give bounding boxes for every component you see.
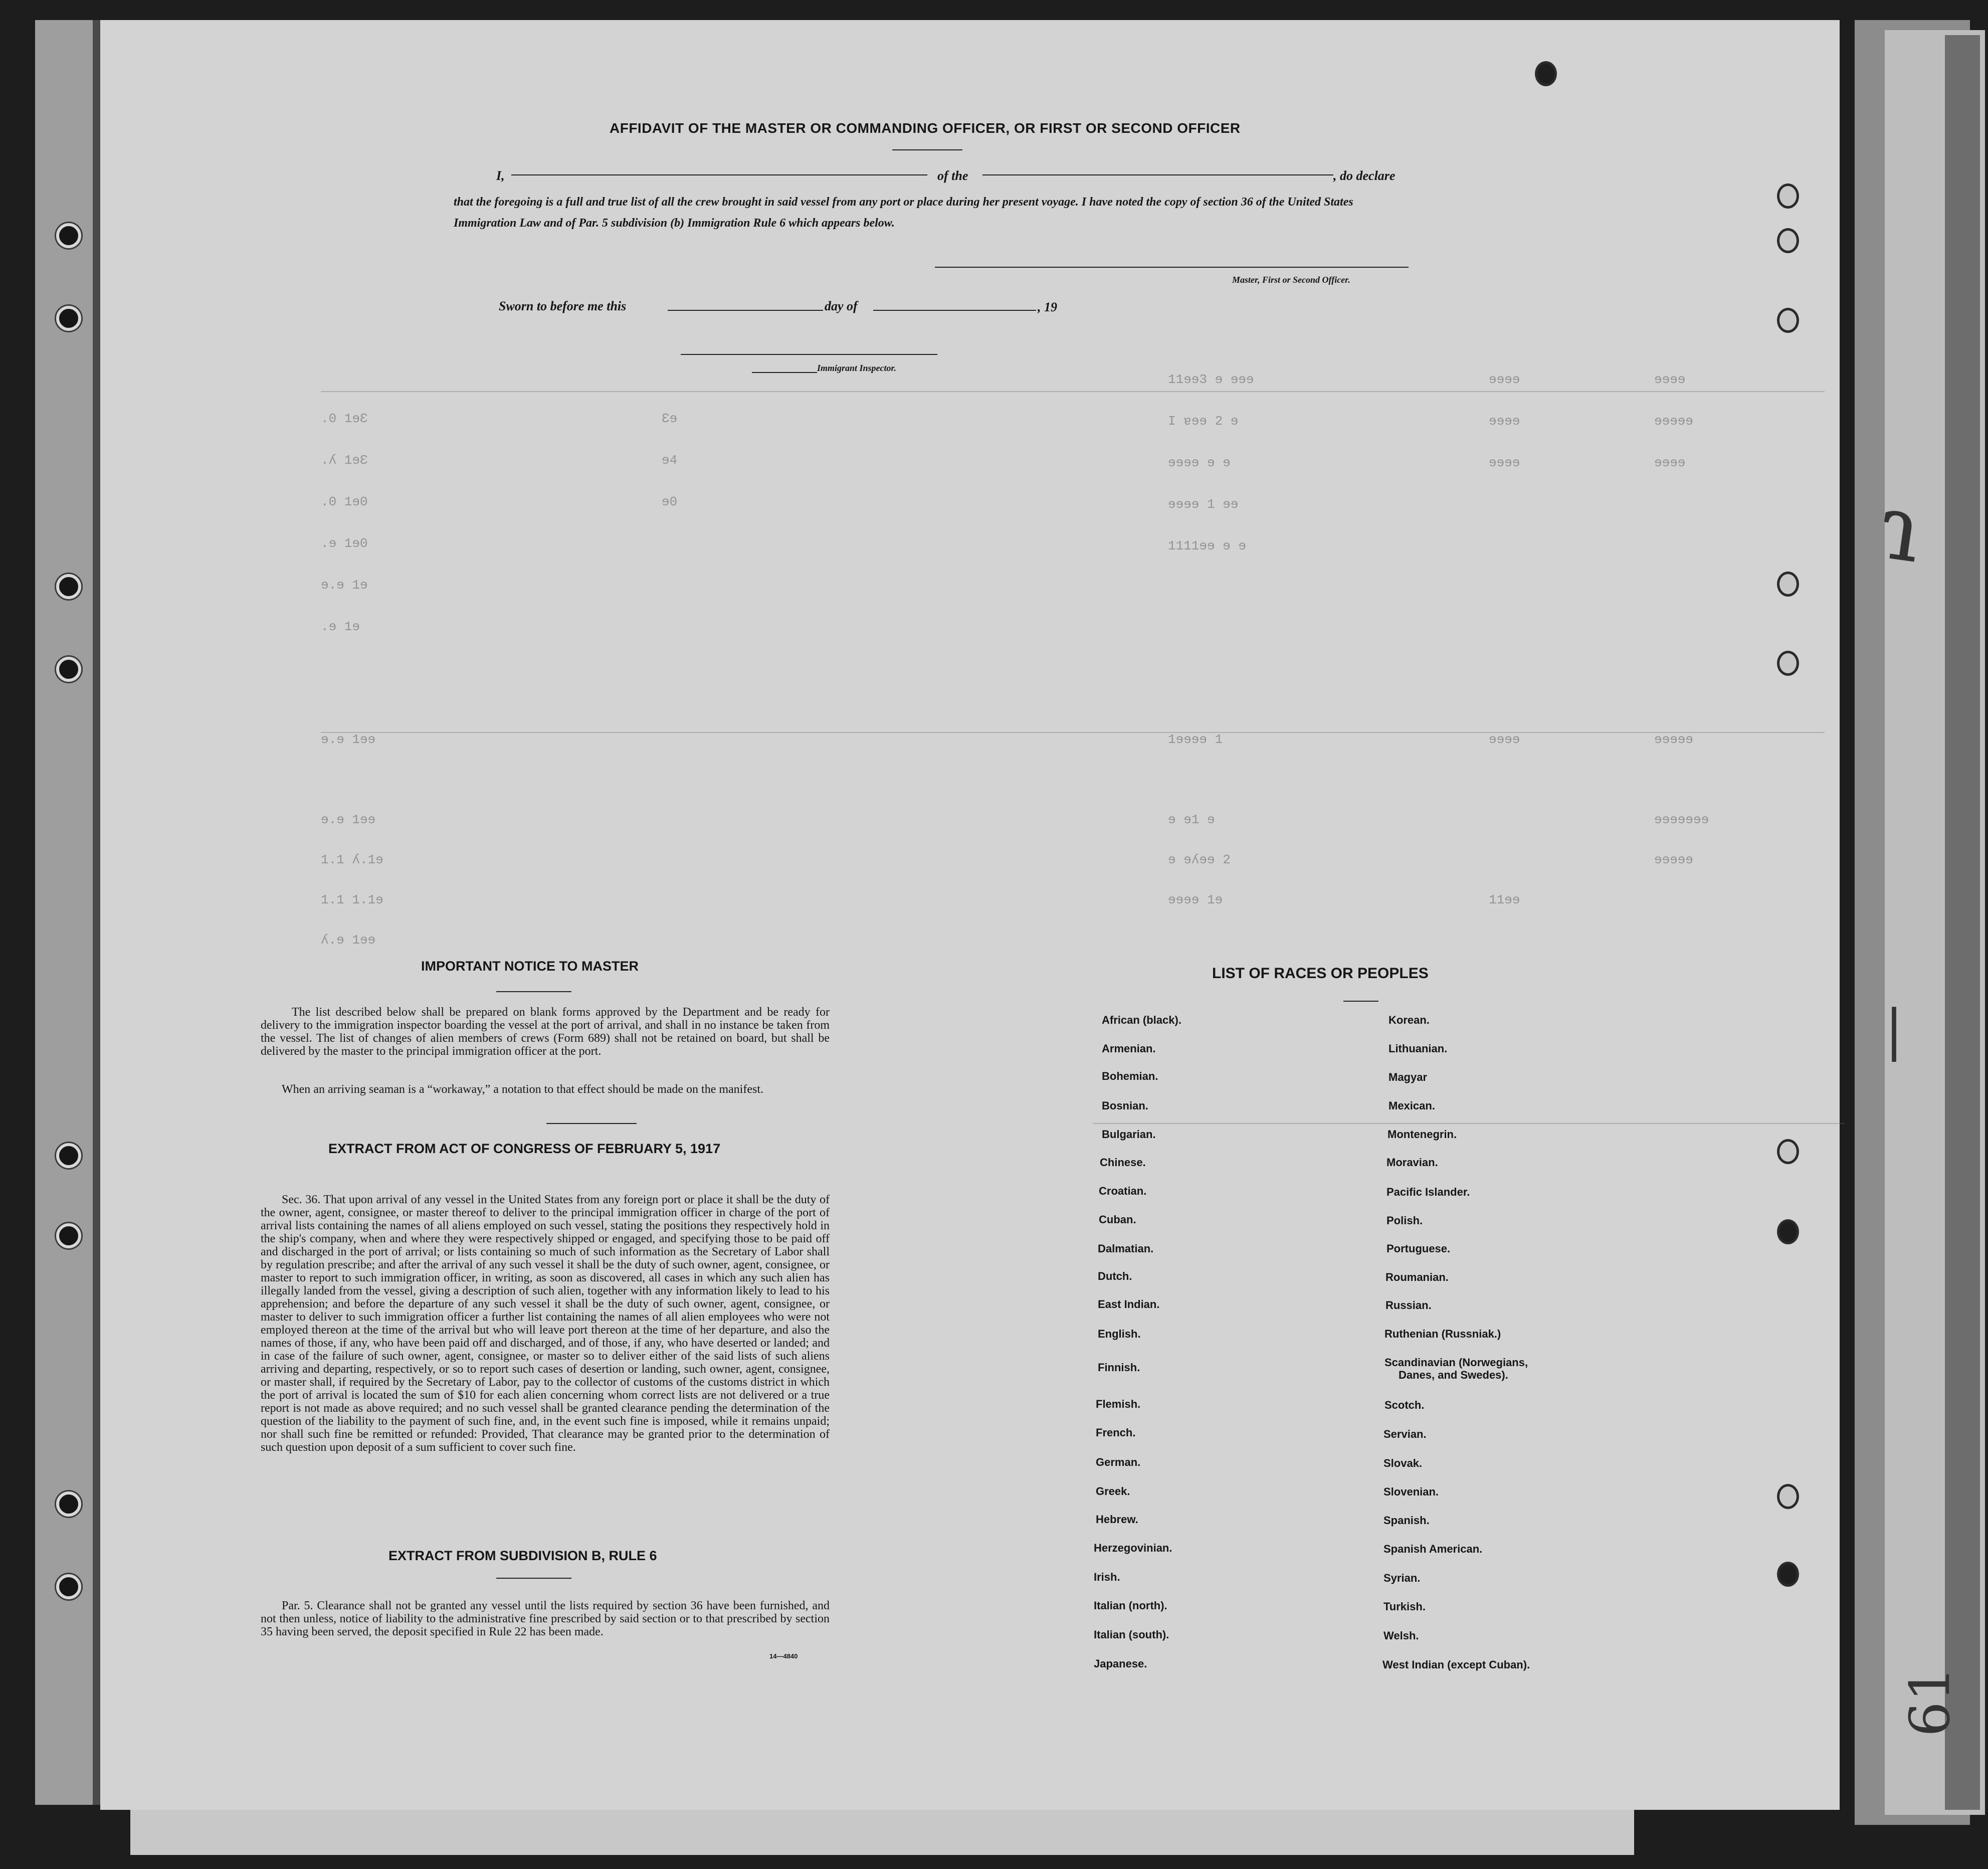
- race-item: Irish.: [1094, 1571, 1120, 1583]
- race-item: Bohemian.: [1102, 1070, 1158, 1082]
- race-item: Roumanian.: [1385, 1271, 1449, 1283]
- binder-hole: [56, 657, 81, 682]
- bleed-through-marks: ɘɘɘɘ: [1489, 732, 1520, 747]
- handwritten-mark: |: [1885, 998, 1904, 1062]
- race-item: Magyar: [1388, 1071, 1428, 1083]
- ghost-rule: [321, 732, 1825, 733]
- binder-hole: [56, 223, 81, 248]
- ghost-rule: [321, 391, 1825, 392]
- inspector-blank[interactable]: [681, 354, 937, 355]
- day-of-label: day of: [825, 299, 858, 313]
- race-item: Chinese.: [1100, 1156, 1146, 1169]
- affidavit-title: AFFIDAVIT OF THE MASTER OR COMMANDING OFFICER, OR FIRST OR SECOND OFFICER: [610, 120, 1241, 136]
- bleed-through-marks: ɘɘɘɘɘɘɘ: [1654, 812, 1709, 827]
- race-item: Russian.: [1385, 1299, 1432, 1312]
- race-item: Mexican.: [1388, 1099, 1435, 1112]
- race-item: Spanish.: [1383, 1514, 1430, 1527]
- race-item: Dalmatian.: [1098, 1242, 1154, 1255]
- punch-ring: [1777, 1562, 1799, 1587]
- bleed-through-marks: ɘɘɘɘ: [1489, 455, 1520, 470]
- punch-ring: [1777, 1139, 1799, 1164]
- race-item: Armenian.: [1102, 1042, 1156, 1055]
- punch-ring: [1777, 308, 1799, 333]
- binder-hole: [56, 1223, 81, 1248]
- bleed-through-marks: ɘɘɘɘɘ: [1654, 414, 1694, 429]
- bleed-through-marks: 1111ɘɘ ɘ ɘ: [1168, 538, 1247, 553]
- races-underline: [1343, 1001, 1378, 1002]
- bleed-through-marks: ɘɘɘɘ: [1489, 414, 1520, 429]
- race-item: Flemish.: [1096, 1398, 1141, 1410]
- manifest-page: [100, 20, 1840, 1810]
- bleed-through-marks: ɘ ɘʎɘɘ 2: [1168, 852, 1231, 867]
- affidavit-body: that the foregoing is a full and true list of all the crew brought in said vessel from any port or place during her present voyage. I have noted the copy of section 36 of the United States Immigration Law and of Par. 5 subdivision (b) Immigration Rule 6 which appears below.: [454, 196, 1353, 230]
- notice-title: IMPORTANT NOTICE TO MASTER: [421, 959, 639, 974]
- year-label: , 19: [1038, 300, 1057, 314]
- bleed-through-marks: ɘ.ɘ 1ɘɘ: [321, 812, 376, 827]
- notice-underline: [496, 991, 571, 992]
- bleed-through-marks: ɘɘɘɘ 1 ɘɘ: [1168, 497, 1239, 512]
- punch-ring: [1777, 1219, 1799, 1244]
- rule-paragraph-5: Par. 5. Clearance shall not be granted any vessel until the lists required by section 36 have been furnished, and not then unless, notice of liability to the administrative fine prescribed by said section or to that prescribed by section 35 having been served, the deposit specified in Rule 22 has been made.: [261, 1599, 830, 1638]
- race-item: Greek.: [1096, 1485, 1130, 1498]
- sworn-day-blank[interactable]: [668, 310, 823, 311]
- underlying-sheet-edge: [1945, 35, 1980, 1810]
- bleed-through-marks: 1.1 1.1ɘ: [321, 892, 383, 907]
- binder-hole: [56, 1143, 81, 1168]
- race-item: Italian (south).: [1094, 1628, 1169, 1641]
- act-title: EXTRACT FROM ACT OF CONGRESS OF FEBRUARY 5, 1917: [328, 1141, 721, 1156]
- sworn-month-blank[interactable]: [873, 310, 1036, 311]
- name-blank[interactable]: [511, 174, 927, 175]
- race-item: West Indian (except Cuban).: [1382, 1658, 1530, 1671]
- bleed-through-marks: ɘɘɘɘ: [1654, 372, 1686, 387]
- affidavit-declare-label: , do declare: [1333, 168, 1396, 183]
- race-item: Herzegovinian.: [1094, 1542, 1172, 1554]
- race-item: African (black).: [1102, 1014, 1181, 1026]
- signature-label: Master, First or Second Officer.: [1232, 275, 1350, 285]
- bleed-through-marks: I ɐɘɘ 2 ɘ: [1168, 414, 1239, 429]
- bleed-through-marks: ɘɘɘɘɘ: [1654, 732, 1694, 747]
- race-item: Spanish American.: [1383, 1543, 1483, 1555]
- race-item: Croatian.: [1099, 1185, 1147, 1197]
- bleed-through-marks: ɘɘɘɘ 1ɘ: [1168, 892, 1223, 907]
- race-item: Portuguese.: [1386, 1242, 1451, 1255]
- race-item: Welsh.: [1383, 1629, 1419, 1642]
- bleed-through-marks: ɘɘɘɘ: [1489, 372, 1520, 387]
- bleed-through-marks: ʎ.ɘ 1ɘɘ: [321, 932, 376, 948]
- bleed-through-marks: 1ɘɘɘɘ 1: [1168, 732, 1223, 747]
- race-item: Finnish.: [1098, 1361, 1140, 1374]
- bleed-through-marks: ɘɘɘɘ: [1654, 455, 1686, 470]
- bleed-through-marks: ɘ4: [662, 453, 678, 468]
- bleed-through-marks: ɘ.ɘ 1ɘ: [321, 578, 368, 593]
- punch-ring: [1777, 183, 1799, 209]
- race-item: Servian.: [1383, 1428, 1427, 1440]
- binder-hole: [56, 306, 81, 331]
- sworn-label: Sworn to before me this: [499, 299, 627, 313]
- punch-ring: [1777, 228, 1799, 253]
- bleed-through-marks: 11ɘɘ: [1489, 892, 1520, 907]
- inspector-label: Immigrant Inspector.: [817, 363, 897, 373]
- bleed-through-marks: 11ɘɘ3 ɘ ɘɘɘ: [1168, 372, 1254, 387]
- signature-blank[interactable]: [935, 267, 1409, 268]
- race-item: Bulgarian.: [1102, 1128, 1156, 1141]
- bleed-through-marks: 1.1 ʎ.1ɘ: [321, 852, 383, 867]
- race-item: Slovenian.: [1383, 1485, 1439, 1498]
- bleed-through-marks: .ɘ 1ɘ: [321, 619, 360, 634]
- race-item: Italian (north).: [1094, 1599, 1167, 1612]
- race-item: Danes, and Swedes).: [1399, 1369, 1508, 1381]
- bleed-through-marks: ɘ.ɘ 1ɘɘ: [321, 732, 376, 747]
- handwritten-mark: ɿ: [1872, 474, 1928, 584]
- race-item: French.: [1096, 1426, 1136, 1439]
- rule-title: EXTRACT FROM SUBDIVISION B, RULE 6: [388, 1548, 657, 1563]
- bleed-through-marks: .0 1ɘ0: [321, 494, 368, 509]
- race-item: Lithuanian.: [1388, 1042, 1448, 1055]
- bleed-through-marks: .ʎ 1ɘƐ: [321, 453, 368, 468]
- bleed-through-marks: ɘ0: [662, 494, 678, 509]
- punch-ring: [1777, 572, 1799, 597]
- race-item: Moravian.: [1386, 1156, 1438, 1169]
- race-item: Montenegrin.: [1387, 1128, 1457, 1141]
- races-title: LIST OF RACES OR PEOPLES: [1212, 965, 1429, 982]
- rule-underline: [496, 1578, 571, 1579]
- binder-hole: [56, 574, 81, 599]
- race-item: Dutch.: [1098, 1270, 1132, 1282]
- race-item: Turkish.: [1383, 1600, 1426, 1613]
- race-item: Ruthenian (Russniak.): [1384, 1328, 1501, 1340]
- race-item: Slovak.: [1383, 1457, 1423, 1469]
- binder-hole: [56, 1574, 81, 1599]
- punch-ring: [1535, 61, 1557, 86]
- inspector-underline: [752, 372, 817, 373]
- bleed-through-marks: Ɛɘ: [662, 411, 678, 426]
- act-section-36: Sec. 36. That upon arrival of any vessel in the United States from any foreign port or place it shall be the duty of the owner, agent, consignee, or master thereof to deliver to the principal immigration officer in charge of the port of arrival lists containing the names of all aliens employed on such vessel, stating the positions they respectively hold in the ship's company, when and where they were respectively shipped or engaged, and specifying those to be paid off and discharged in the port of arrival; or lists containing so much of such information as the Secretary of Labor shall by regulation prescribe; and after the arrival of any such vessel it shall be the duty of such owner, agent, consignee, or master to report to such immigration officer, in writing, as soon as discovered, all cases in which any such alien has illegally landed from the vessel, giving a description of such alien, together with any information likely to lead to his apprehension; and before the departure of any such vessel it shall be the duty of such owner, agent, consignee, or master to deliver to such immigration officer a further list containing the names of all alien employees who were not employed thereon at the time of the arrival but who will leave port thereon at the time of her departure, and also the names of those, if any, who have been paid off and discharged, and of those, if any, who have deserted or landed; and in case of the failure of such owner, agent, consignee, or master so to deliver either of the said lists of such aliens arriving and departing, respectively, or so to report such cases of desertion or landing, such owner, agent, consignee, or master shall, if required by the Secretary of Labor, pay to the collector of customs of the customs district in which the port of arrival is located the sum of $10 for each alien concerning whom correct lists are not delivered or a true report is not made as above required; and no such vessel shall be granted clearance pending the determination of the question of the liability to the payment of such fine, and, in the event such fine is imposed, while it remains unpaid; nor shall such fine be remitted or refunded: Provided, That clearance may be granted prior to the determination of such question upon deposit of a sum sufficient to cover such fine.: [261, 1193, 830, 1454]
- binder-left-strip: [35, 20, 100, 1805]
- race-item: Cuban.: [1099, 1213, 1136, 1226]
- race-item: English.: [1098, 1328, 1141, 1340]
- race-item: Japanese.: [1094, 1657, 1147, 1670]
- vessel-blank[interactable]: [982, 174, 1333, 175]
- race-item: Hebrew.: [1096, 1513, 1138, 1526]
- race-item: Scotch.: [1384, 1399, 1425, 1411]
- race-item: Korean.: [1388, 1014, 1430, 1026]
- ghost-rule: [1093, 1123, 1845, 1124]
- race-item: Pacific Islander.: [1386, 1186, 1470, 1198]
- notice-paragraph: When an arriving seaman is a “workaway,” a notation to that effect should be made on the manifest.: [282, 1083, 763, 1096]
- punch-ring: [1777, 1484, 1799, 1509]
- form-number: 14—4840: [769, 1652, 798, 1660]
- bleed-through-marks: ɘɘɘɘ ɘ ɘ: [1168, 455, 1231, 470]
- binder-hole: [56, 1491, 81, 1517]
- bleed-through-marks: .0 1ɘƐ: [321, 411, 368, 426]
- affidavit-of-the-label: of the: [937, 168, 968, 183]
- race-item: East Indian.: [1098, 1298, 1160, 1311]
- punch-ring: [1777, 651, 1799, 676]
- notice-divider: [546, 1123, 637, 1124]
- race-item: Polish.: [1386, 1214, 1423, 1227]
- bleed-through-marks: ɘ ɘ1 ɘ: [1168, 812, 1215, 827]
- bleed-through-marks: .ɘ 1ɘ0: [321, 536, 368, 551]
- title-underline: [892, 149, 962, 150]
- race-item: Scandinavian (Norwegians,: [1384, 1356, 1528, 1369]
- bleed-through-marks: ɘɘɘɘɘ: [1654, 852, 1694, 867]
- handwritten-mark: 61: [1897, 1666, 1962, 1737]
- notice-paragraph: The list described below shall be prepared on blank forms approved by the Department and be ready for delivery to the immigration inspector boarding the vessel at the port of arrival, and shall in no instance be taken from the vessel. The list of changes of alien members of crews (Form 689) shall not be retained on board, but shall be delivered by the master to the principal immigration officer at the port.: [261, 1006, 830, 1058]
- race-item: Syrian.: [1383, 1572, 1421, 1584]
- affidavit-i-label: I,: [496, 168, 505, 183]
- race-item: German.: [1096, 1456, 1141, 1468]
- race-item: Bosnian.: [1102, 1099, 1148, 1112]
